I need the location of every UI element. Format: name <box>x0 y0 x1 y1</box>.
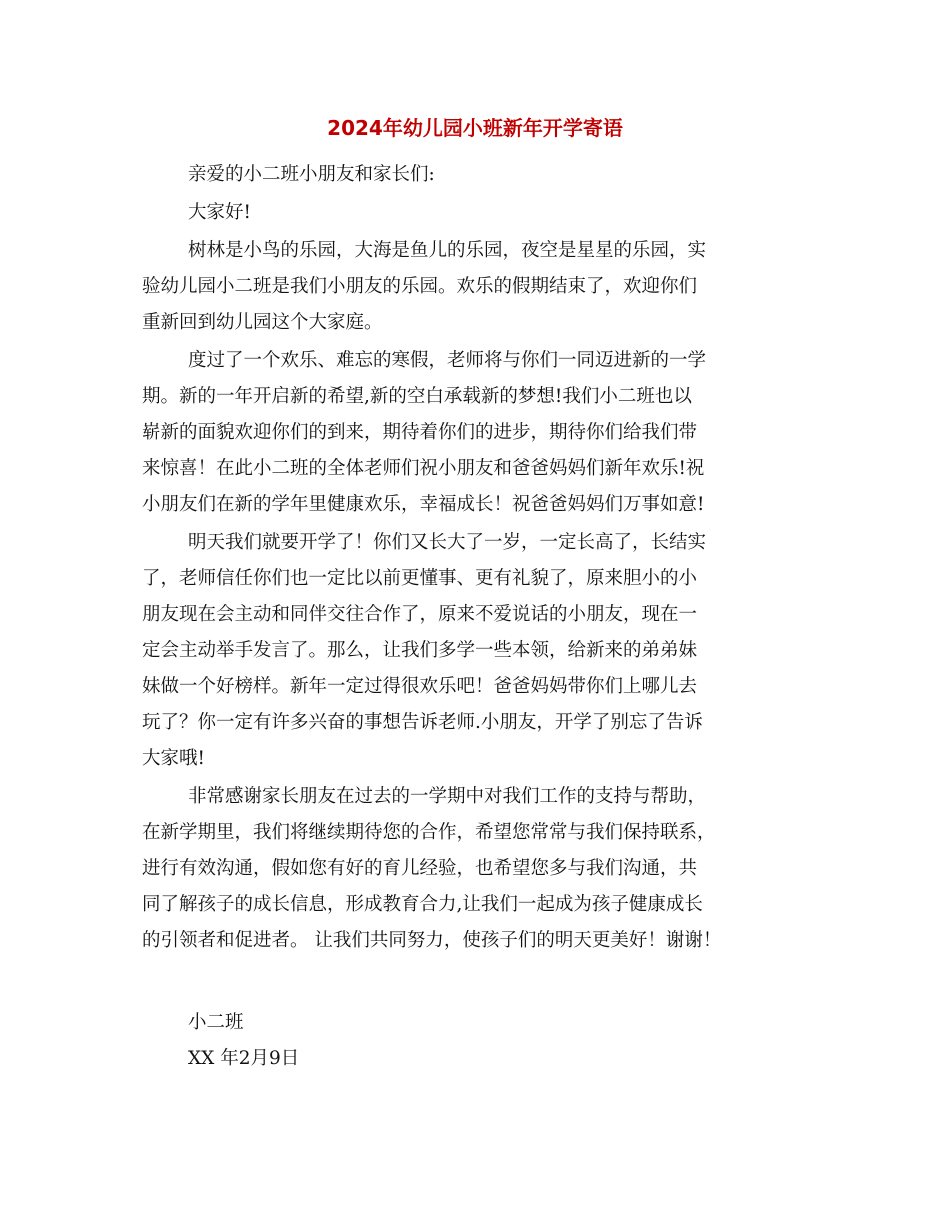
paragraph-line: 大家哦! <box>142 748 205 769</box>
paragraph-line: 期。新的一年开启新的希望,新的空白承载新的梦想!我们小二班也以 <box>142 386 692 407</box>
paragraph-line: 重新回到幼儿园这个大家庭。 <box>142 312 383 333</box>
hello-line: 大家好! <box>188 202 251 223</box>
paragraph-line: 崭新的面貌欢迎你们的到来，期待着你们的进步，期待你们给我们带 <box>142 422 698 443</box>
date-line: XX 年2月9日 <box>188 1048 300 1069</box>
paragraph-line: 进行有效沟通，假如您有好的育儿经验，也希望您多与我们沟通，共 <box>142 858 698 879</box>
paragraph-line: 定会主动举手发言了。那么，让我们多学一些本领，给新来的弟弟妹 <box>142 640 698 661</box>
paragraph-line: 在新学期里，我们将继续期待您的合作，希望您常常与我们保持联系， <box>142 822 716 843</box>
greeting-line: 亲爱的小二班小朋友和家长们: <box>188 164 435 185</box>
paragraph-line: 的引领者和促进者。 让我们共同努力，使孩子们的明天更美好！谢谢！ <box>142 930 722 951</box>
signature: 小二班 <box>188 1012 244 1033</box>
document-title: 2024年幼儿园小班新年开学寄语 <box>327 116 623 140</box>
paragraph-line: 明天我们就要开学了！你们又长大了一岁，一定长高了，长结实 <box>188 532 707 553</box>
paragraph-line: 树林是小鸟的乐园，大海是鱼儿的乐园，夜空是星星的乐园，实 <box>188 240 707 261</box>
paragraph-line: 玩了？你一定有许多兴奋的事想告诉老师.小朋友，开学了别忘了告诉 <box>142 712 703 733</box>
paragraph-line: 朋友现在会主动和同伴交往合作了，原来不爱说话的小朋友，现在一 <box>142 604 698 625</box>
paragraph-line: 了，老师信任你们也一定比以前更懂事、更有礼貌了，原来胆小的小 <box>142 568 698 589</box>
paragraph-line: 来惊喜！在此小二班的全体老师们祝小朋友和爸爸妈妈们新年欢乐!祝 <box>142 458 705 479</box>
paragraph-line: 度过了一个欢乐、难忘的寒假，老师将与你们一同迈进新的一学 <box>188 350 707 371</box>
paragraph-line: 小朋友们在新的学年里健康欢乐，幸福成长！祝爸爸妈妈们万事如意! <box>142 494 705 515</box>
paragraph-line: 验幼儿园小二班是我们小朋友的乐园。欢乐的假期结束了，欢迎你们 <box>142 276 698 297</box>
paragraph-line: 妹做一个好榜样。新年一定过得很欢乐吧！爸爸妈妈带你们上哪儿去 <box>142 676 698 697</box>
paragraph-line: 非常感谢家长朋友在过去的一学期中对我们工作的支持与帮助， <box>188 786 707 807</box>
paragraph-line: 同了解孩子的成长信息，形成教育合力,让我们一起成为孩子健康成长 <box>142 894 703 915</box>
